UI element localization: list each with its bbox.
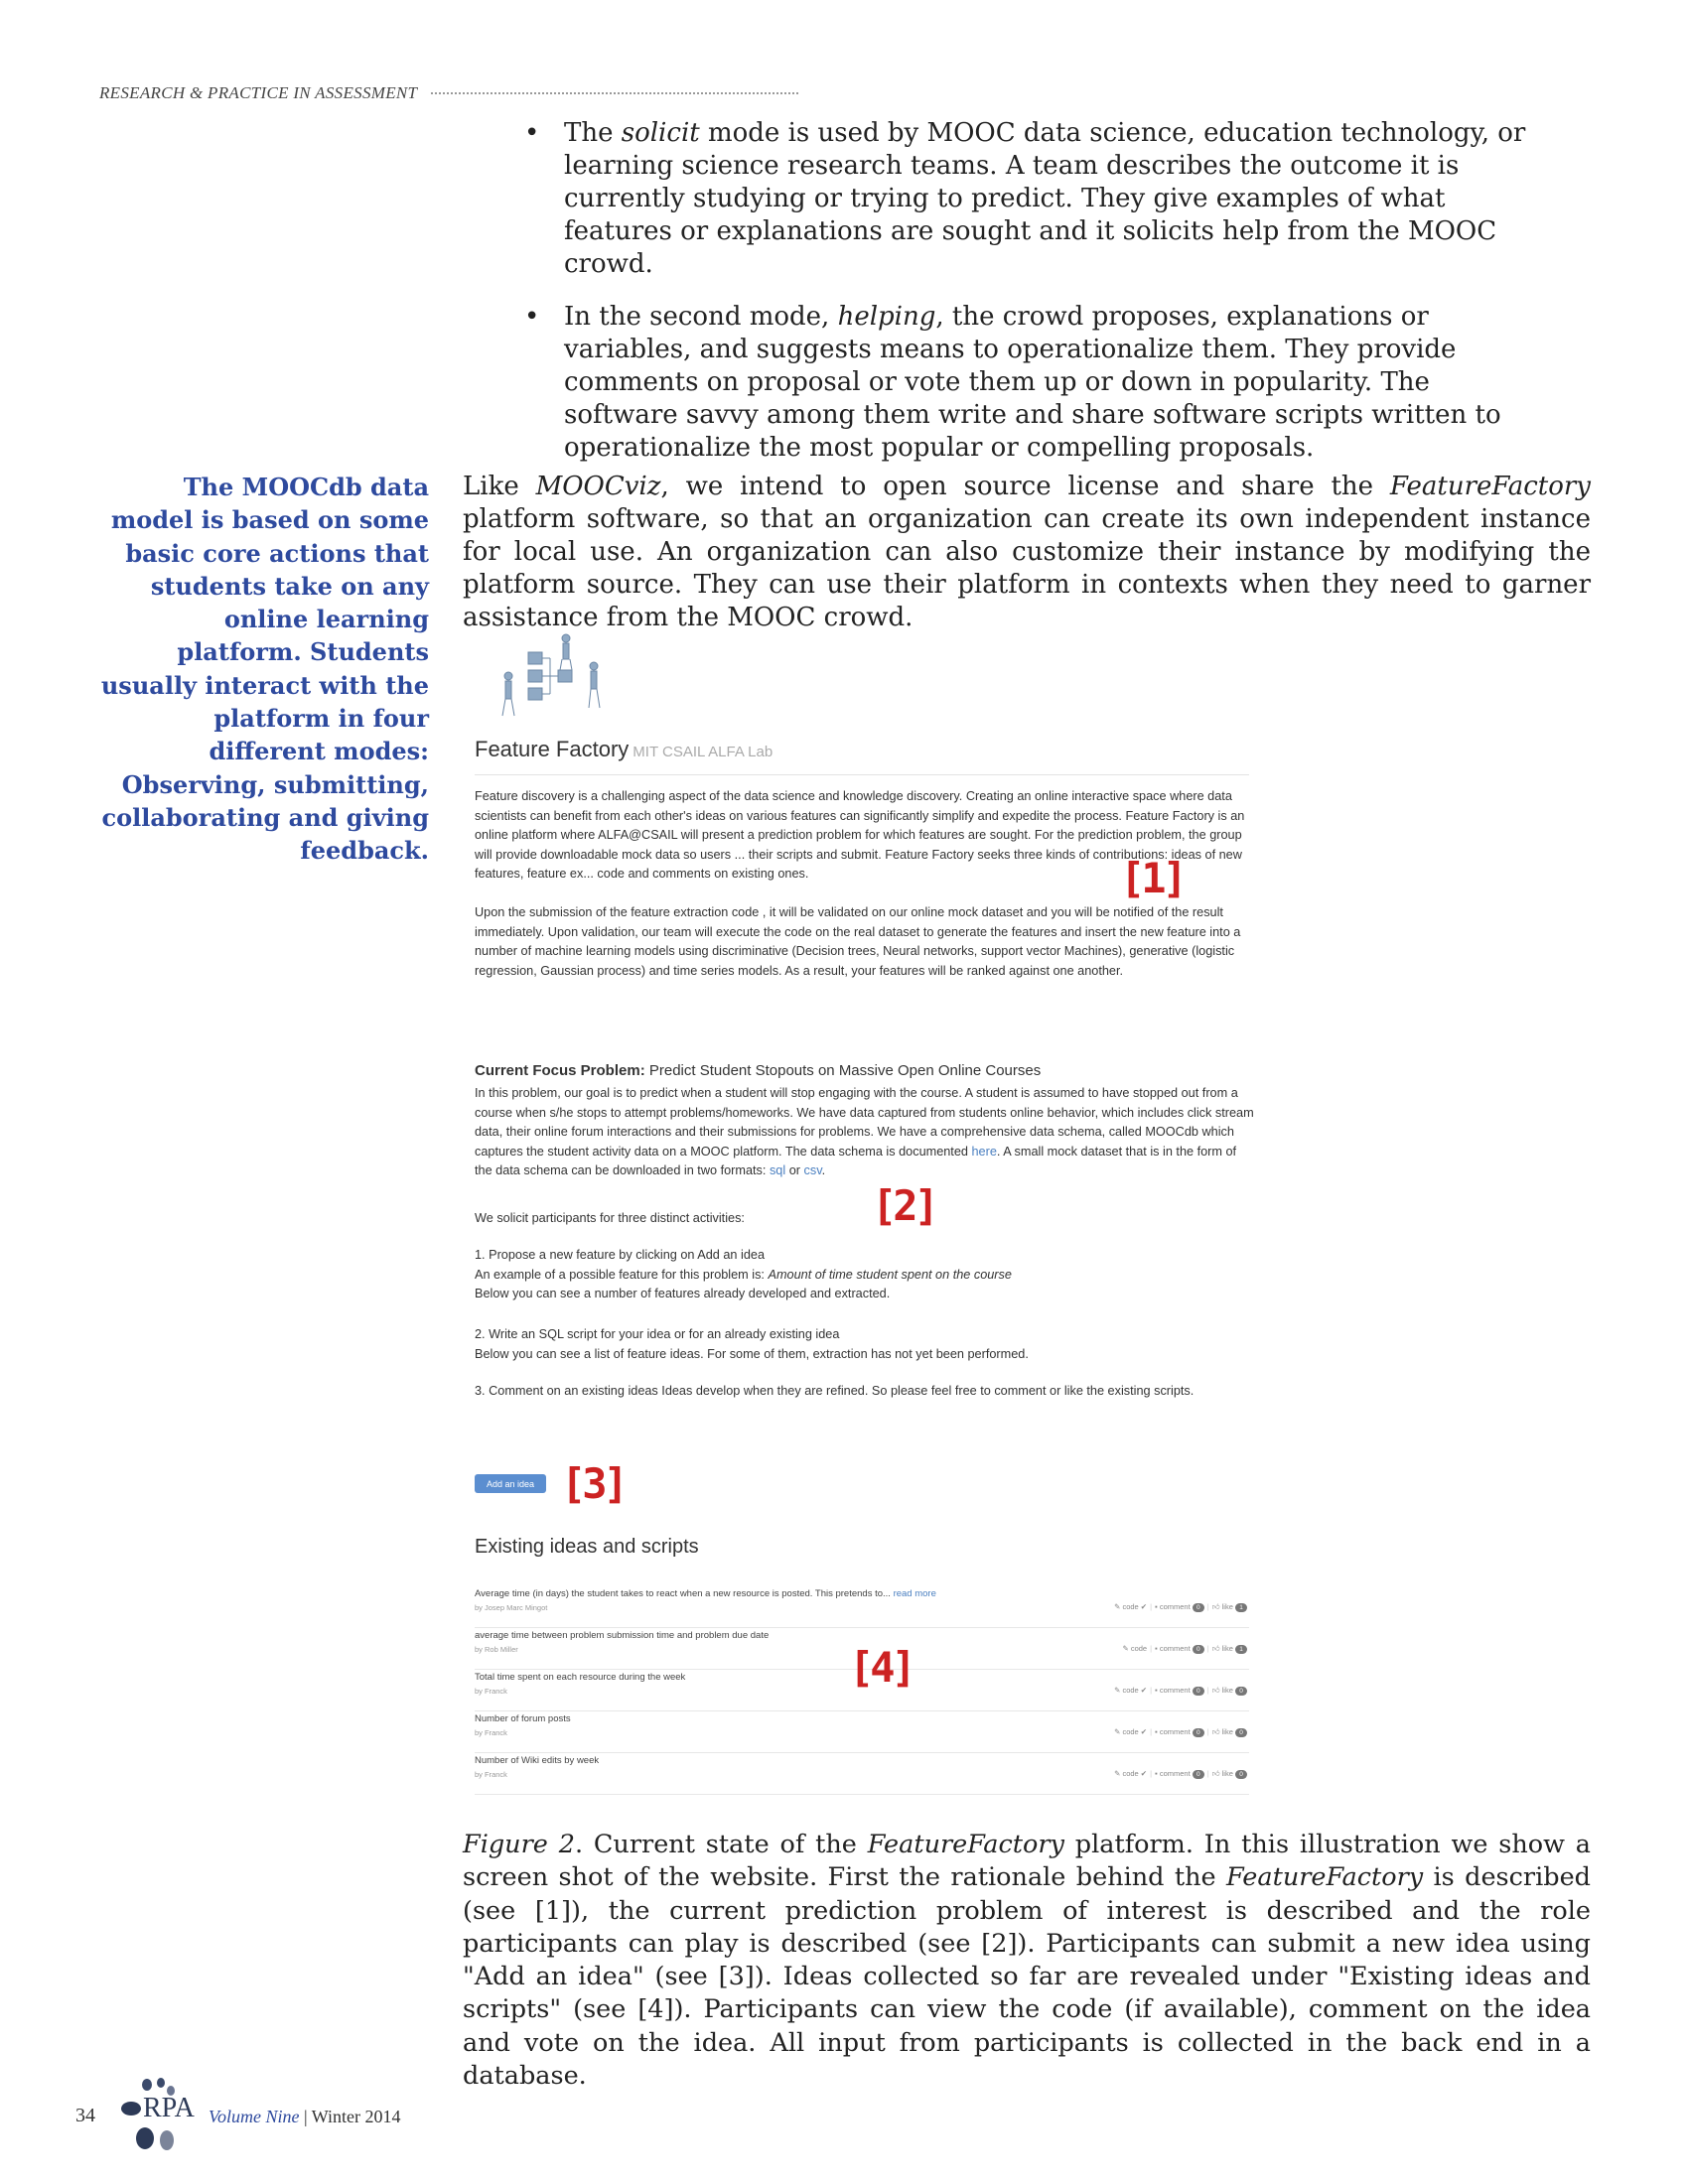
like-link[interactable] <box>1212 1727 1247 1736</box>
feature-factory-title <box>475 737 773 762</box>
page-number: 34 <box>75 2105 95 2126</box>
comment-label: comment <box>1159 1769 1191 1778</box>
thumbs-up-icon: 👍︎ <box>1211 1727 1220 1736</box>
comment-icon: ▪ <box>1155 1769 1158 1778</box>
idea-text <box>475 1630 769 1641</box>
step-2-note: Below you can see a list of feature ideas. For some of them, extraction has not yet been performed. <box>475 1346 1029 1361</box>
thumbs-up-icon: 👍︎ <box>1211 1644 1220 1653</box>
idea-actions <box>1122 1644 1247 1654</box>
page-footer <box>75 2077 473 2156</box>
running-head <box>99 83 798 103</box>
idea-actions <box>1114 1602 1247 1612</box>
like-count-badge: 1 <box>1235 1603 1247 1612</box>
comment-count-badge: 0 <box>1193 1687 1204 1696</box>
step-3: 3. Comment on an existing ideas Ideas develop when they are refined. So please feel free to comment or like the existing scripts. <box>475 1384 1195 1398</box>
step-1-example-italic: Amount of time student spent on the course <box>768 1267 1012 1282</box>
code-link[interactable] <box>1114 1769 1147 1778</box>
idea-description: Average time (in days) the student takes to react when a new resource is posted. This pretends to... <box>475 1588 891 1599</box>
code-label: code ✔ <box>1122 1769 1148 1778</box>
code-link[interactable] <box>1122 1644 1147 1653</box>
step-1-example <box>475 1266 1254 1286</box>
like-label: like <box>1221 1686 1233 1695</box>
problem-text: In this problem, our goal is to predict when a student will stop engaging with the course. A student is assumed to have stopped out from a course when s/he stops to attempt problems/homeworks. We have data captured from students online behavior, which includes click stream data, their online forum interactions and their submissions for problems. We have a comprehensive data schema, called MOOCdb which captures the student activity data on a MOOC platform. The data schema is documented <box>475 1086 1254 1159</box>
code-label: code ✔ <box>1122 1727 1148 1736</box>
sql-download-link[interactable]: sql <box>769 1163 786 1177</box>
existing-ideas-heading: Existing ideas and scripts <box>475 1536 699 1558</box>
step-1-example-prefix: An example of a possible feature for this problem is: <box>475 1267 765 1282</box>
comment-icon: ▪ <box>1155 1686 1158 1695</box>
running-head-text: RESEARCH & PRACTICE IN ASSESSMENT <box>99 83 418 102</box>
site-subtitle: MIT CSAIL ALFA Lab <box>633 744 774 760</box>
like-link[interactable] <box>1212 1686 1247 1695</box>
idea-description: average time between problem submission time and problem due date <box>475 1630 770 1641</box>
separator: | <box>1206 1644 1209 1653</box>
separator: | <box>1206 1769 1209 1778</box>
pencil-icon: ✎ <box>1114 1602 1121 1611</box>
comment-label: comment <box>1159 1727 1191 1736</box>
like-link[interactable] <box>1212 1644 1247 1653</box>
comment-link[interactable] <box>1155 1727 1204 1736</box>
idea-text <box>475 1713 571 1724</box>
bullet-text: The solicit mode is used by MOOC data science, education technology, or learning science research teams. A team describes the outcome it is currently studying or trying to predict. They give examples of what features or explanations are sought and it solicits help from the MOOC crowd. <box>564 118 1526 279</box>
code-link[interactable] <box>1114 1602 1147 1611</box>
problem-paragraph <box>475 1084 1254 1181</box>
feature-factory-screenshot <box>467 620 1261 1797</box>
focus-problem-heading <box>475 1062 1041 1079</box>
idea-author: by Rob Miller <box>475 1645 518 1654</box>
idea-actions <box>1114 1686 1247 1696</box>
separator: | <box>1150 1644 1153 1653</box>
intro-paragraph-2: Upon the submission of the feature extraction code , it will be validated on our online mock dataset and you will be notified of the result immediately. Upon validation, our team will execute the code on the real dataset to generate the features and insert the new feature into a number of machine learning models using discriminative (Decision trees, Neural networks, support vector Machines), generative (logistic regression, Gaussian process) and time series models. As a result, your features will be ranked against one another. <box>475 905 1241 978</box>
idea-text <box>475 1588 936 1599</box>
comment-count-badge: 0 <box>1193 1645 1204 1654</box>
bullet-item-helping <box>524 301 1537 465</box>
read-more-link[interactable]: read more <box>893 1588 936 1599</box>
csv-download-link[interactable]: csv <box>803 1163 822 1177</box>
annotation-marker-2: [2] <box>872 1181 935 1230</box>
idea-author: by Franck <box>475 1687 507 1696</box>
idea-text <box>475 1672 685 1683</box>
problem-text-2: . A small mock dataset that is in the form of the data schema can be downloaded in two formats: <box>475 1144 1237 1177</box>
comment-label: comment <box>1159 1602 1191 1611</box>
thumbs-up-icon: 👍︎ <box>1211 1686 1220 1695</box>
step-1-title: 1. Propose a new feature by clicking on Add an idea <box>475 1248 766 1262</box>
separator: | <box>1206 1602 1209 1611</box>
code-label: code ✔ <box>1122 1602 1148 1611</box>
separator: | <box>1206 1686 1209 1695</box>
thumbs-up-icon: 👍︎ <box>1211 1602 1220 1611</box>
comment-label: comment <box>1159 1644 1191 1653</box>
comment-link[interactable] <box>1155 1644 1204 1653</box>
comment-link[interactable] <box>1155 1769 1204 1778</box>
pencil-icon: ✎ <box>1122 1644 1129 1653</box>
solicit-text: We solicit participants for three distinct activities: <box>475 1211 745 1225</box>
volume-text: Volume Nine <box>209 2107 300 2126</box>
logo-text: RPA <box>143 2093 195 2123</box>
intro-paragraph-1: Feature discovery is a challenging aspect of the data science and knowledge discovery. Creating an online interactive space where data scientists can benefit from each other's ideas on various features can significantly simplify and expedite the process. Feature Factory is an online platform where ALFA@CSAIL will present a prediction problem for which features are sought. For the prediction problem, the group will provide downloadable mock data so users ... their scripts and submit. Feature Factory seeks three kinds of contributions: ideas of new features, feature ex... code and comments on existing ones. <box>475 789 1245 881</box>
running-head-dots <box>431 92 798 94</box>
or-text: or <box>788 1163 800 1177</box>
idea-description: Total time spent on each resource during the week <box>475 1672 686 1683</box>
separator: | <box>1150 1686 1153 1695</box>
figure-caption: Figure 2. Current state of the FeatureFactory platform. In this illustration we show a screen shot of the website. First the rationale behind the FeatureFactory is described (see [1]), the current prediction problem of interest is described and the role participants can play is described (see [2]). Participants can submit a new idea using "Add an idea" (see [3]). Ideas collected so far are revealed under "Existing ideas and scripts" (see [4]). Participants can view the code (if available), comment on the idea and vote on the idea. All input from participants is collected in the back end in a database. <box>463 1830 1591 2092</box>
body-paragraph: Like MOOCviz, we intend to open source license and share the FeatureFactory platform software, so that an organization can create its own independent instance for local use. An organization can also customize their instance by modifying the platform source. They can use their platform in contexts when they need to garner assistance from the MOOC crowd. <box>463 472 1591 632</box>
code-link[interactable] <box>1114 1727 1147 1736</box>
code-link[interactable] <box>1114 1686 1147 1695</box>
bullet-dot: • <box>524 302 540 332</box>
site-title: Feature Factory <box>475 737 630 761</box>
comment-link[interactable] <box>1155 1602 1204 1611</box>
comment-icon: ▪ <box>1155 1727 1158 1736</box>
annotation-marker-1: [1] <box>1120 854 1184 902</box>
comment-count-badge: 0 <box>1193 1603 1204 1612</box>
bullet-dot: • <box>524 118 540 148</box>
step-1-note: Below you can see a number of features already developed and extracted. <box>475 1287 891 1300</box>
comment-count-badge: 0 <box>1193 1728 1204 1737</box>
volume-info: Volume Nine | Winter 2014 <box>209 2107 401 2126</box>
like-count-badge: 1 <box>1235 1645 1247 1654</box>
comment-icon: ▪ <box>1155 1644 1158 1653</box>
step-2-title: 2. Write an SQL script for your idea or for an already existing idea <box>475 1327 840 1341</box>
like-link[interactable] <box>1212 1769 1247 1778</box>
pencil-icon: ✎ <box>1114 1686 1121 1695</box>
like-label: like <box>1221 1769 1233 1778</box>
idea-row <box>475 1711 1249 1753</box>
thumbs-up-icon: 👍︎ <box>1211 1769 1220 1778</box>
separator: | <box>1206 1727 1209 1736</box>
like-count-badge: 0 <box>1235 1728 1247 1737</box>
title-divider <box>475 774 1249 775</box>
sidebar-pull-quote: The MOOCdb data model is based on some basic core actions that students take on any online learning platform. Students usually interact with the platform in four different modes: Observing, submitting, collaborating and giving feedback. <box>100 473 429 866</box>
idea-author: by Franck <box>475 1770 507 1779</box>
bullet-list <box>524 117 1537 484</box>
bullet-item-solicit <box>524 117 1537 281</box>
idea-text <box>475 1755 599 1766</box>
period-text: . <box>821 1163 826 1177</box>
schema-doc-link[interactable]: here <box>971 1144 997 1159</box>
step-2 <box>475 1325 1254 1364</box>
people-diagram-icon <box>487 630 626 730</box>
idea-row <box>475 1586 1249 1628</box>
idea-description: Number of forum posts <box>475 1713 571 1724</box>
comment-icon: ▪ <box>1155 1602 1158 1611</box>
separator: | <box>1150 1602 1153 1611</box>
idea-description: Number of Wiki edits by week <box>475 1755 600 1766</box>
like-label: like <box>1221 1727 1233 1736</box>
season-text: Winter 2014 <box>311 2107 401 2126</box>
pencil-icon: ✎ <box>1114 1769 1121 1778</box>
comment-label: comment <box>1159 1686 1191 1695</box>
idea-author: by Josep Marc Mingot <box>475 1603 548 1612</box>
comment-link[interactable] <box>1155 1686 1204 1695</box>
idea-actions <box>1114 1727 1247 1737</box>
like-link[interactable] <box>1212 1602 1247 1611</box>
add-idea-button[interactable]: Add an idea <box>475 1474 546 1493</box>
like-label: like <box>1221 1602 1233 1611</box>
idea-author: by Franck <box>475 1728 507 1737</box>
like-label: like <box>1221 1644 1233 1653</box>
bullet-text: In the second mode, helping, the crowd proposes, explanations or variables, and suggests means to operationalize them. They provide comments on proposal or vote them up or down in popularity. The software savvy among them write and share software scripts written to operationalize the most popular or compelling proposals. <box>564 302 1501 463</box>
focus-label: Current Focus Problem: <box>475 1062 645 1079</box>
pencil-icon: ✎ <box>1114 1727 1121 1736</box>
rpa-logo <box>117 2077 207 2156</box>
code-label: code <box>1130 1644 1148 1653</box>
like-count-badge: 0 <box>1235 1770 1247 1779</box>
focus-text: Predict Student Stopouts on Massive Open Online Courses <box>648 1062 1042 1079</box>
like-count-badge: 0 <box>1235 1687 1247 1696</box>
code-label: code ✔ <box>1122 1686 1148 1695</box>
comment-count-badge: 0 <box>1193 1770 1204 1779</box>
separator: | <box>1150 1769 1153 1778</box>
idea-actions <box>1114 1769 1247 1779</box>
idea-row <box>475 1753 1249 1795</box>
separator: | <box>1150 1727 1153 1736</box>
annotation-marker-4: [4] <box>849 1643 913 1692</box>
step-1 <box>475 1246 1254 1304</box>
annotation-marker-3: [3] <box>561 1459 625 1508</box>
